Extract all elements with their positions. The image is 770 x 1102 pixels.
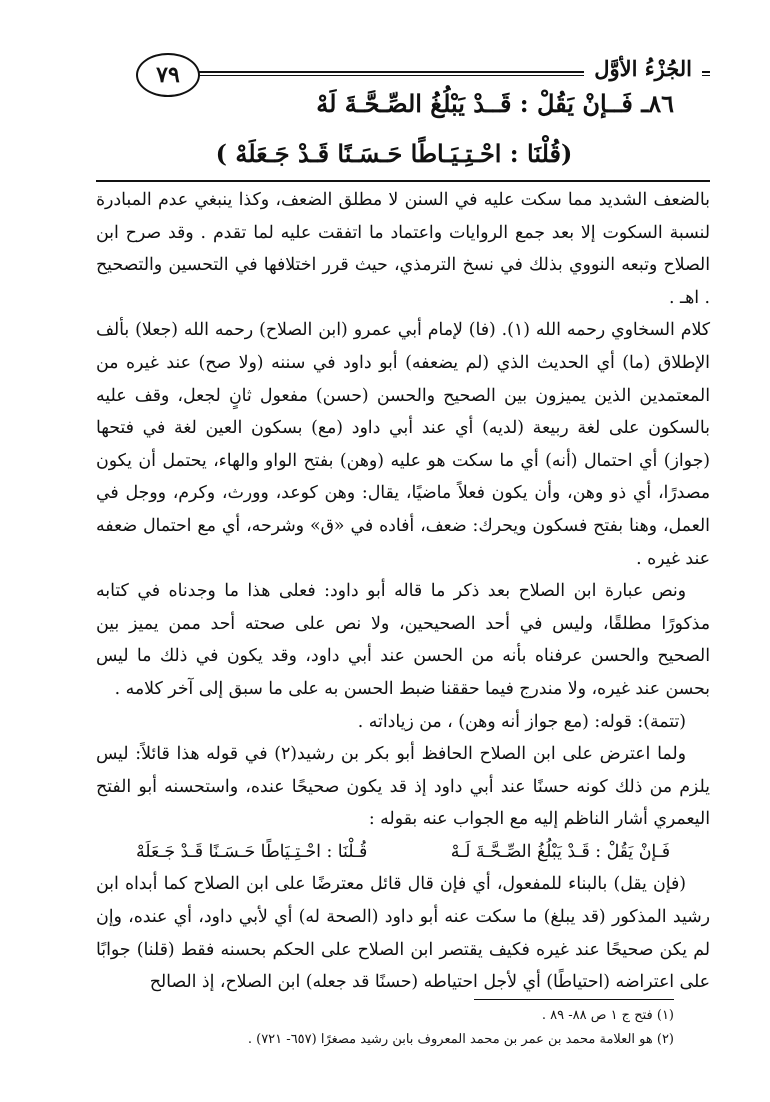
verse-heading-line-2: (قُلْنَا : احْـتِـيَـاطًا حَـسَـنًا قَـدْ جَـعَلَهْ ) (215, 139, 573, 168)
paragraph: بالضعف الشديد مما سكت عليه في السنن لا مطلق الضعف، وكذا ينبغي عدم المبادرة لنسبة السكوت إلا بعد جمع الروايات واعتماد ما اتفقت عليه لما تقدم . وقد صرح ابن الصلاح وتبعه النووي بذلك في نسخ الترمذي، حيث قرر اختلافها في التحسين والتصحيح . اهـ . (96, 190, 710, 308)
footnote-rule (474, 999, 674, 1000)
paragraph: (تتمة): قوله: (مع جواز أنه وهن) ، من زياداته . (357, 711, 686, 732)
verse-heading-line-1: ٨٦ـ فَــإنْ يَقُلْ : قَــدْ يَبْلُغُ الصِّـحَّـةَ لَهْ (316, 89, 674, 118)
paragraph: كلام السخاوي رحمه الله (١). (فا) لإمام أبي عمرو (ابن الصلاح) رحمه الله (جعلا) بألف الإطلاق (ما) أي الحديث الذي (لم يضعفه) أبو داود في سننه (ولا صح) عند غيره من المعتمدين الذين يميزون بين الصحيح والحسن (حسن) مفعول ثانٍ لجعل، وقف عليه بالسكون على لغة ربيعة (لديه) أي عند أبي داود (مع) بسكون العين لغة في فتحها (جواز) أي احتمال (أنه) أي ما سكت هو عليه (وهن) بفتح الواو والهاء، يحتمل أن يكون مصدرًا، أي ذو وهن، وأن يكون فعلاً ماضيًا، يقال: وهن كوعد، وورث، وكرم، ووجل في العمل، وهنا بفتح فسكون ويحرك: ضعف، أفاده في «ق» وشرحه، أي مع احتمال ضعفه عند غيره . (96, 320, 710, 569)
text-separator-rule (96, 180, 710, 182)
footnotes (60, 1004, 674, 1052)
footnote: (١) فتح ج ١ ص ٨٨- ٨٩ . (541, 1008, 674, 1023)
page-number: ٧٩ (136, 53, 200, 97)
part-title: الجُزْءُ الأوَّل (584, 56, 702, 82)
paragraph: ولما اعترض على ابن الصلاح الحافظ أبو بكر بن رشيد(٢) في قوله هذا قائلاً: ليس يلزم من ذلك كونه حسنًا عند أبي داود إذ قد يكون صحيحًا عنده، واستحسنه أبو الفتح اليعمري أشار الناظم إليه مع الجواب عنه بقوله : (96, 744, 710, 830)
quoted-verse (96, 836, 710, 869)
paragraph: (فإن يقل) بالبناء للمفعول، أي فإن قال قائل معترضًا على ابن الصلاح كما أبداه ابن رشيد المذكور (قد يبلغ) ما سكت عنه أبو داود (الصحة له) أي لأبي داود، أي عنده، وإن لم يكن صحيحًا عند غيره فكيف يقتصر ابن الصلاح على الحكم بحسنه فقط (قلنا) جوابًا على اعتراضه (احتياطًا) أي لأجل احتياطه (حسنًا قد جعله) ابن الصلاح، إذ الصالح (96, 874, 710, 993)
footnote: (٢) هو العلامة محمد بن عمر بن محمد المعروف بابن رشيد مصغرًا (٦٥٧- ٧٢١) . (247, 1032, 674, 1047)
paragraph: ونص عبارة ابن الصلاح بعد ذكر ما قاله أبو داود: فعلى هذا ما وجدناه في كتابه مذكورًا مطلقًا، وليس في أحد الصحيحين، ولا نص على صحته أحد ممن يميز بين الصحيح والحسن عرفناه بأنه من الحسن عند أبي داود، وقد يكون في ذلك ما ليس بحسن عند غيره، ولا مندرج فيما حققنا ضبط الحسن به على ما سبق إلى آخر كلامه . (96, 581, 710, 699)
verse-hemistich-left: قُـلْنَا : احْـتِـيَاطًا حَـسَـنًا قَـدْ جَـعَلَهْ (136, 841, 368, 862)
verse-hemistich-right: فَـإنْ يَقُلْ : قَـدْ يَبْلُغُ الصِّـحَّـةَ لَـهْ (450, 841, 670, 862)
commentary-body (96, 184, 710, 999)
